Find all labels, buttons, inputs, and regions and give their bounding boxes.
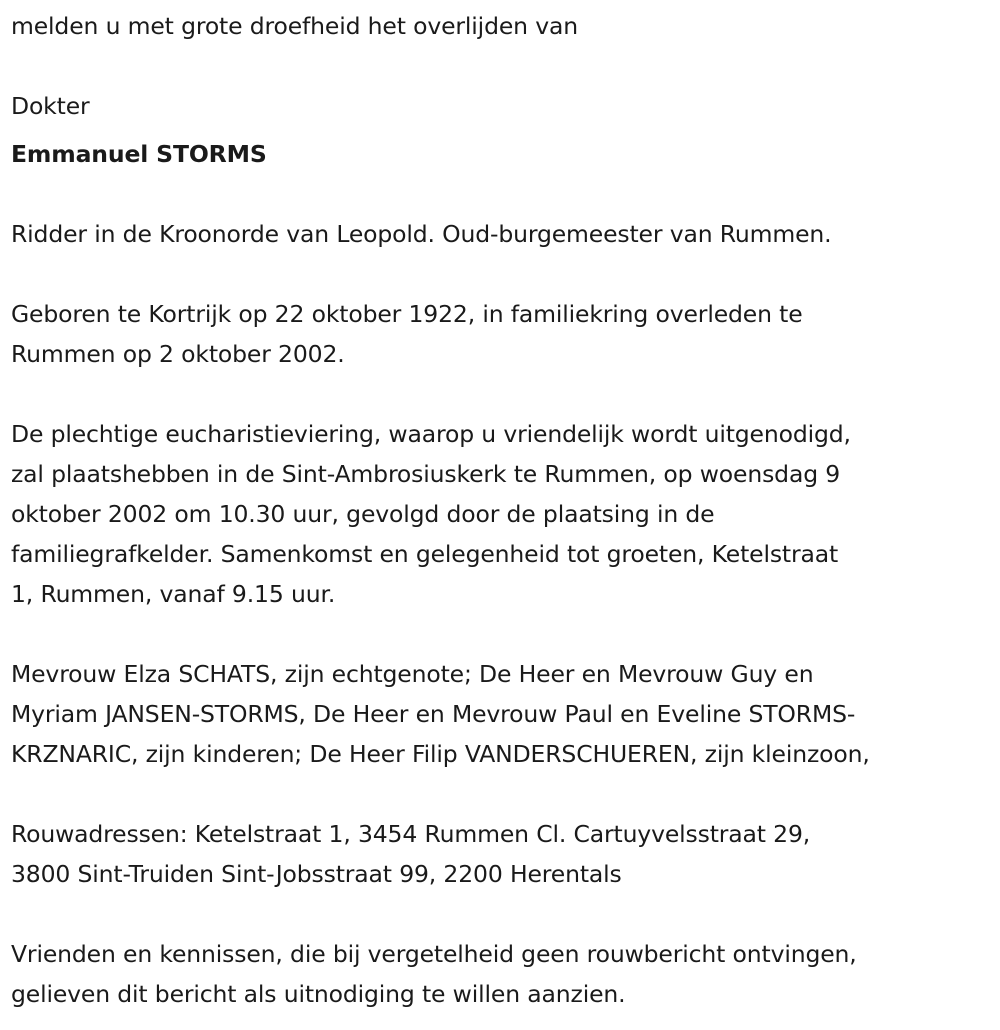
family-paragraph [11,654,870,774]
deceased-name: Emmanuel STORMS [11,140,267,168]
paragraph-line: 3800 Sint-Truiden Sint-Jobsstraat 99, 2200 Herentals [11,860,622,888]
honors-paragraph [11,214,832,254]
birth-death-paragraph [11,294,803,374]
ceremony-paragraph [11,414,851,614]
paragraph-line: familiegrafkelder. Samenkomst en gelegenheid tot groeten, Ketelstraat [11,540,839,568]
paragraph-line: KRZNARIC, zijn kinderen; De Heer Filip VANDERSCHUEREN, zijn kleinzoon, [11,740,870,768]
paragraph-line: Rouwadressen: Ketelstraat 1, 3454 Rummen Cl. Cartuyvelsstraat 29, [11,820,811,848]
paragraph-line: Geboren te Kortrijk op 22 oktober 1922, in familiekring overleden te [11,300,803,328]
paragraph-line: gelieven dit bericht als uitnodiging te willen aanzien. [11,980,626,1008]
paragraph-line: Rummen op 2 oktober 2002. [11,340,345,368]
intro-text: melden u met grote droefheid het overlijden van [11,12,578,40]
deceased-title: Dokter [11,92,90,120]
closing-paragraph [11,934,857,1014]
paragraph-line: Myriam JANSEN-STORMS, De Heer en Mevrouw Paul en Eveline STORMS- [11,700,856,728]
paragraph-line: 1, Rummen, vanaf 9.15 uur. [11,580,336,608]
paragraph-line: zal plaatshebben in de Sint-Ambrosiuskerk te Rummen, op woensdag 9 [11,460,841,488]
paragraph-line: De plechtige eucharistieviering, waarop u vriendelijk wordt uitgenodigd, [11,420,851,448]
addresses-paragraph [11,814,810,894]
paragraph-line: oktober 2002 om 10.30 uur, gevolgd door de plaatsing in de [11,500,715,528]
paragraph-line: Mevrouw Elza SCHATS, zijn echtgenote; De Heer en Mevrouw Guy en [11,660,814,688]
paragraph-line: Ridder in de Kroonorde van Leopold. Oud-burgemeester van Rummen. [11,220,832,248]
paragraph-line: Vrienden en kennissen, die bij vergetelheid geen rouwbericht ontvingen, [11,940,857,968]
